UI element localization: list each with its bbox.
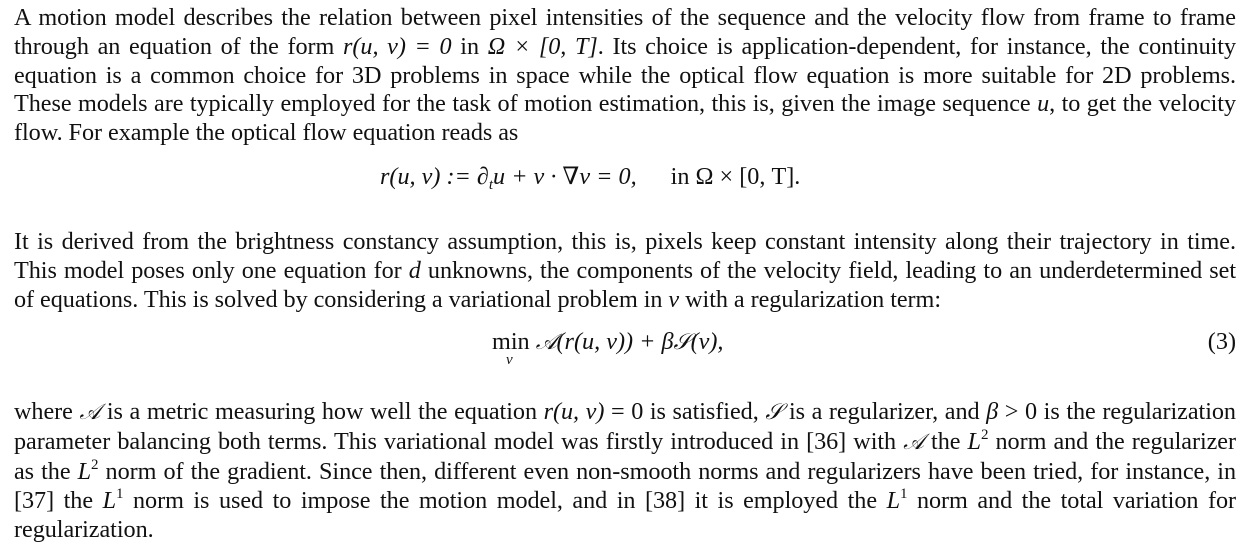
equation-part: (v), — [690, 328, 724, 356]
min-subscript: v — [506, 352, 513, 369]
text: is a metric measuring how well the equation — [100, 398, 544, 426]
text: A motion model describes the relation between pixel intensities of the sequence and the velocity flow from frame to frame through an equation of the form — [14, 4, 1236, 60]
subscript: t — [488, 176, 494, 193]
superscript: 1 — [115, 485, 124, 502]
inline-math: r(u, v) = 0 — [343, 32, 452, 60]
inline-math: L — [102, 486, 116, 514]
superscript: 2 — [980, 427, 989, 444]
superscript: 1 — [899, 485, 908, 502]
inline-math: r(u, v) — [543, 398, 605, 426]
inline-math: u — [1037, 90, 1050, 118]
text: the — [923, 428, 968, 456]
equation-variational — [14, 326, 1236, 382]
text: , to get the velocity flow. For example the optical flow equation reads as — [14, 90, 1236, 147]
text: norm and the regularizer as the — [14, 428, 1236, 485]
equation-domain: in Ω × [0, T]. — [670, 162, 801, 190]
inline-math: d — [408, 256, 421, 284]
regularizer-symbol: 𝒮 — [673, 330, 691, 356]
text: It is derived from the brightness constancy assumption, this is, pixels keep constant intensity along their trajectory in time. This model poses only one equation for — [14, 227, 1236, 284]
metric-symbol: 𝒜 — [535, 330, 557, 356]
inline-math: 𝒜 — [79, 400, 101, 426]
text: = 0 is satisfied, — [604, 398, 766, 426]
equation-lhs: r(u, v) := ∂ — [380, 162, 489, 190]
text: with a regularization term: — [679, 285, 941, 313]
text: . Its choice is application-dependent, for instance, the continuity equation is a common choice for 3D problems in space while the optical flow equation is more suitable for 2D problems. These models are typically employed for the task of motion estimation, this is, given the image sequence — [14, 32, 1237, 118]
text: where — [14, 398, 80, 426]
text: norm and the total variation for regularization. — [14, 486, 1236, 543]
inline-math: 𝒜 — [903, 430, 924, 456]
inline-math: L — [77, 457, 92, 485]
paragraph-regularization — [14, 398, 1236, 544]
equation-part: (r(u, v)) + β — [556, 328, 674, 356]
paper-page — [14, 4, 1236, 544]
inline-math: L — [967, 428, 981, 456]
min-operator — [492, 328, 530, 369]
text: norm is used to impose the motion model, and in [38] it is employed the — [123, 486, 887, 514]
text: > 0 is the regularization parameter balancing both terms. This variational model was firstly introduced in [36] with — [14, 398, 1236, 456]
paragraph-brightness-constancy — [14, 228, 1236, 314]
inline-math: β — [986, 398, 999, 426]
text: is a regularizer, and — [782, 398, 987, 426]
text: in — [451, 32, 488, 60]
paragraph-motion-model — [14, 4, 1236, 148]
equation-number: (3) — [1207, 328, 1236, 356]
inline-math: Ω × [0, T] — [487, 32, 598, 60]
inline-math: 𝒮 — [765, 400, 783, 426]
superscript: 2 — [91, 456, 99, 473]
inline-math: v — [668, 285, 680, 313]
inline-math: L — [886, 486, 900, 514]
equation-body — [380, 162, 800, 191]
equation-rhs: u + v · ∇v = 0, — [493, 162, 637, 190]
equation-optical-flow — [14, 160, 1236, 218]
text: unknowns, the components of the velocity field, leading to an underdetermined set of equations. This is solved by considering a variational problem in — [14, 256, 1237, 313]
text: norm of the gradient. Since then, different even non-smooth norms and regularizers have been tried, for instance, in [37] the — [14, 457, 1236, 514]
equation-body — [492, 328, 724, 369]
min-label: min — [492, 328, 530, 356]
